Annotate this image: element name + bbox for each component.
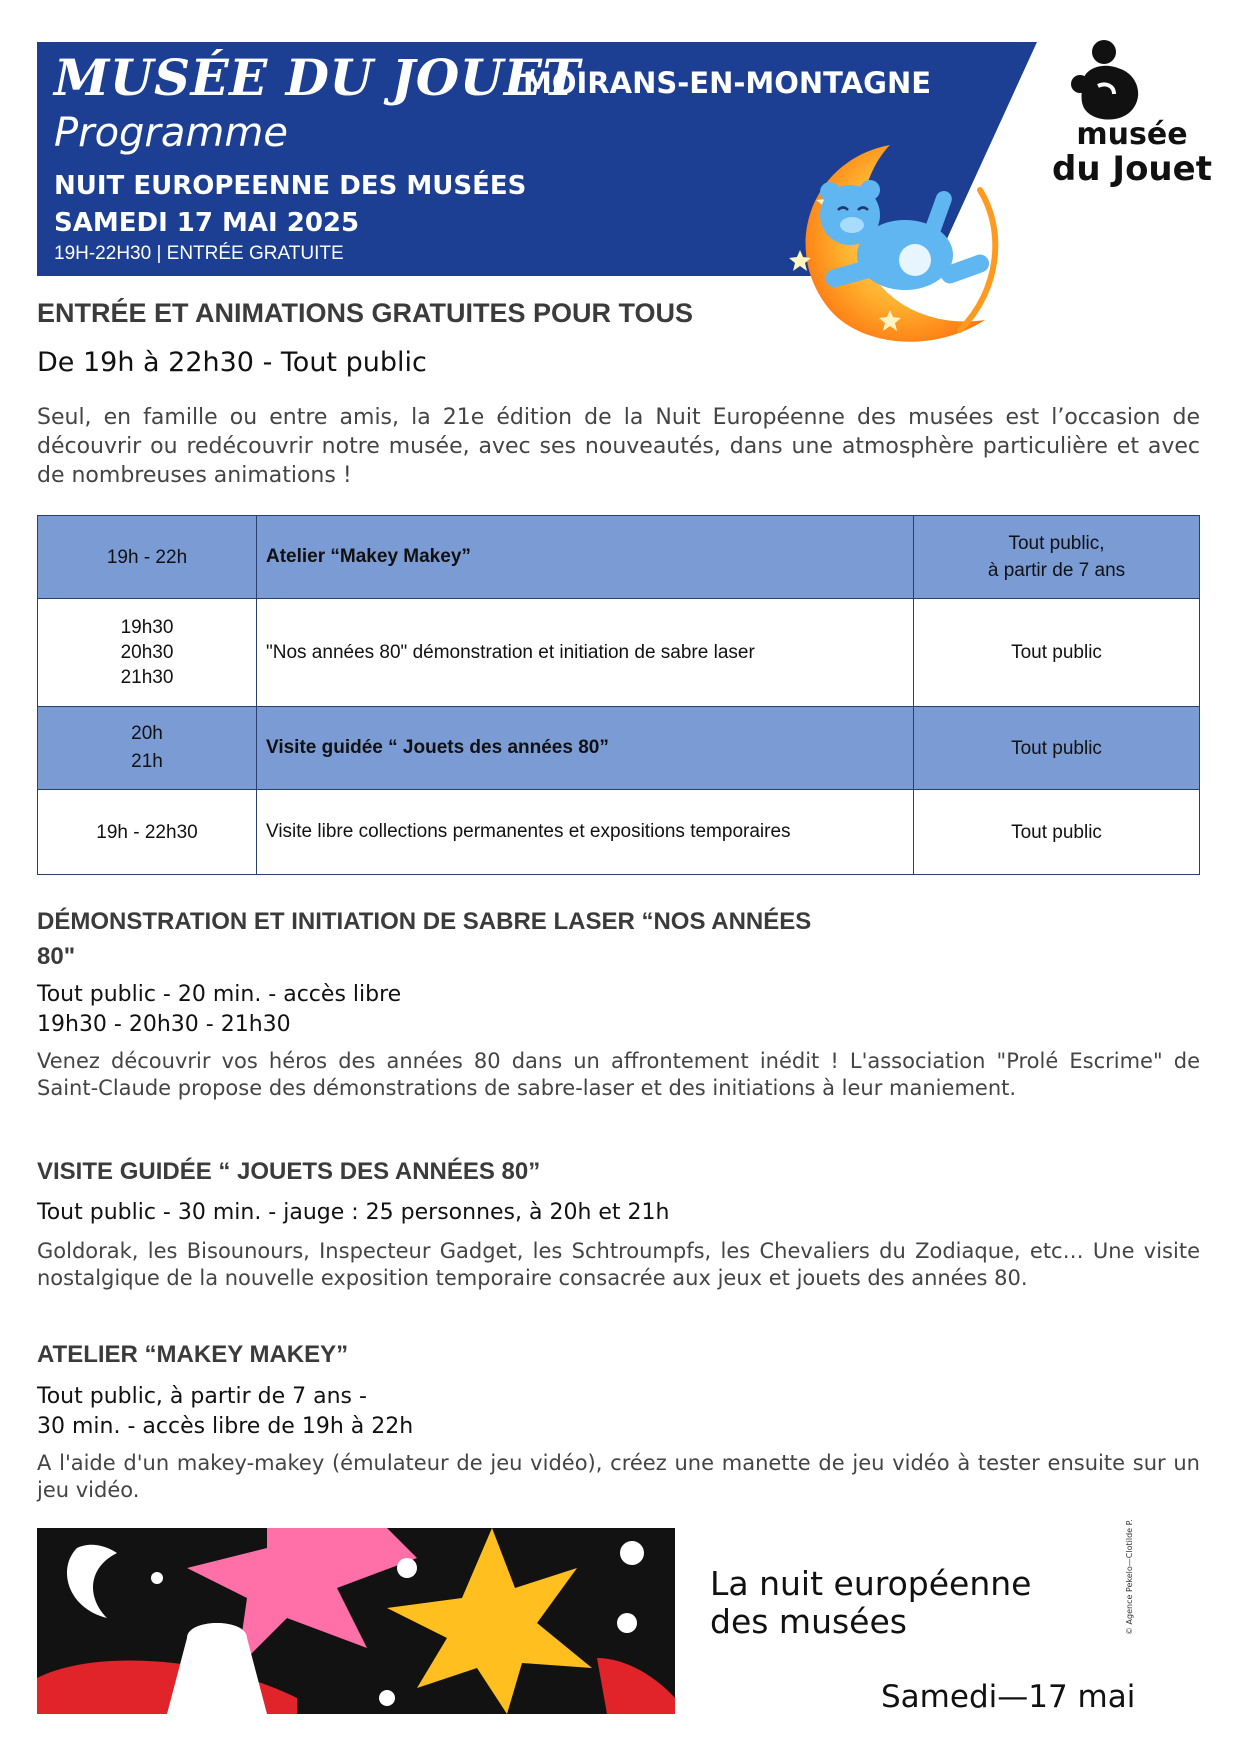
logo-line1: musée <box>1076 117 1188 152</box>
table-row <box>38 516 1200 599</box>
activity-cell <box>257 516 914 599</box>
event-hours: 19H-22H30 | ENTRÉE GRATUITE <box>54 243 344 264</box>
saber-text: Venez découvrir vos héros des années 80 dans un affrontement inédit ! L'association "Prolé Escrime" de Saint-Claude propose des démonstrations de sabre-laser et des initiations à leur maniement. <box>37 1049 1200 1100</box>
saber-times: 19h30 - 20h30 - 21h30 <box>37 1012 291 1037</box>
tour-text: Goldorak, les Bisounours, Inspecteur Gadget, les Schtroumpfs, les Chevaliers du Zodiaque, etc… Une visite nostalgique de la nouvelle exposition temporaire consacrée aux jeux et jouets des années 80. <box>37 1239 1200 1290</box>
logo-line2: du Jouet <box>1052 149 1212 189</box>
workshop-text: A l'aide d'un makey-makey (émulateur de jeu vidéo), créez une manette de jeu vidéo à tester ensuite sur un jeu vidéo. <box>37 1451 1200 1502</box>
row-time: 19h30 20h30 21h30 <box>120 617 174 688</box>
row-audience: Tout public <box>1011 821 1102 843</box>
programme-subtitle: Programme <box>54 110 288 156</box>
museum-title: MUSÉE DU JOUET <box>54 48 581 107</box>
time-cell <box>38 599 257 707</box>
nuit-musees-title <box>710 1565 1031 1641</box>
tour-heading: VISITE GUIDÉE “ JOUETS DES ANNÉES 80” <box>37 1158 541 1185</box>
saber-heading-cont: 80" <box>37 943 76 970</box>
time-cell <box>38 790 257 875</box>
audience-cell <box>914 599 1200 707</box>
night-of-museums-artwork <box>37 1528 675 1714</box>
row-audience: Tout public <box>1011 737 1102 759</box>
photo-credit: © Agence Pekelo—Clotilde P. <box>1125 1519 1134 1635</box>
footer-date: Samedi—17 mai <box>881 1679 1136 1715</box>
activity-cell <box>257 790 914 875</box>
time-cell <box>38 516 257 599</box>
nuit-line1: La nuit européenne <box>710 1564 1032 1603</box>
schedule-table <box>37 515 1200 875</box>
row-activity: "Nos années 80" démonstration et initiation de sabre laser <box>266 641 755 663</box>
tour-info: Tout public - 30 min. - jauge : 25 personnes, à 20h et 21h <box>37 1200 670 1225</box>
audience-cell <box>914 707 1200 790</box>
table-row <box>38 790 1200 875</box>
row-activity: Atelier “Makey Makey” <box>266 546 471 567</box>
workshop-access: 30 min. - accès libre de 19h à 22h <box>37 1414 414 1439</box>
audience-cell <box>914 790 1200 875</box>
workshop-info: Tout public, à partir de 7 ans - <box>37 1384 367 1409</box>
intro-heading: ENTRÉE ET ANIMATIONS GRATUITES POUR TOUS <box>37 298 694 328</box>
row-audience: Tout public <box>1011 642 1102 663</box>
toy-museum-logo-icon <box>1068 38 1146 122</box>
row-activity: Visite guidée “ Jouets des années 80” <box>266 737 609 758</box>
intro-text: Seul, en famille ou entre amis, la 21e édition de la Nuit Européenne des musées est l’occasion de découvrir ou redécouvrir notre musée, avec ses nouveautés, dans une atmosphère particulière et avec de nombreuses animations ! <box>37 405 1200 488</box>
row-activity: Visite libre collections permanentes et expositions temporaires <box>266 821 791 842</box>
saber-info: Tout public - 20 min. - accès libre <box>37 982 402 1007</box>
time-cell <box>38 707 257 790</box>
audience-cell <box>914 516 1200 599</box>
nuit-line2: des musées <box>710 1602 907 1641</box>
row-time: 20h 21h <box>131 723 163 772</box>
saber-heading: DÉMONSTRATION ET INITIATION DE SABRE LASER “NOS ANNÉES <box>37 908 812 935</box>
activity-cell <box>257 599 914 707</box>
table-row <box>38 599 1200 707</box>
moon-bear-illustration <box>770 130 1030 360</box>
town-name: MOIRANS-EN-MONTAGNE <box>523 66 932 100</box>
museum-logo-text <box>1042 117 1222 189</box>
activity-cell <box>257 707 914 790</box>
row-audience: Tout public, à partir de 7 ans <box>987 533 1126 581</box>
intro-subheading: De 19h à 22h30 - Tout public <box>37 347 427 378</box>
row-time: 19h - 22h <box>106 546 188 568</box>
table-row <box>38 707 1200 790</box>
row-time: 19h - 22h30 <box>96 821 198 843</box>
event-date: SAMEDI 17 MAI 2025 <box>54 208 360 238</box>
workshop-heading: ATELIER “MAKEY MAKEY” <box>37 1341 349 1368</box>
event-name: NUIT EUROPEENNE DES MUSÉES <box>54 171 527 201</box>
